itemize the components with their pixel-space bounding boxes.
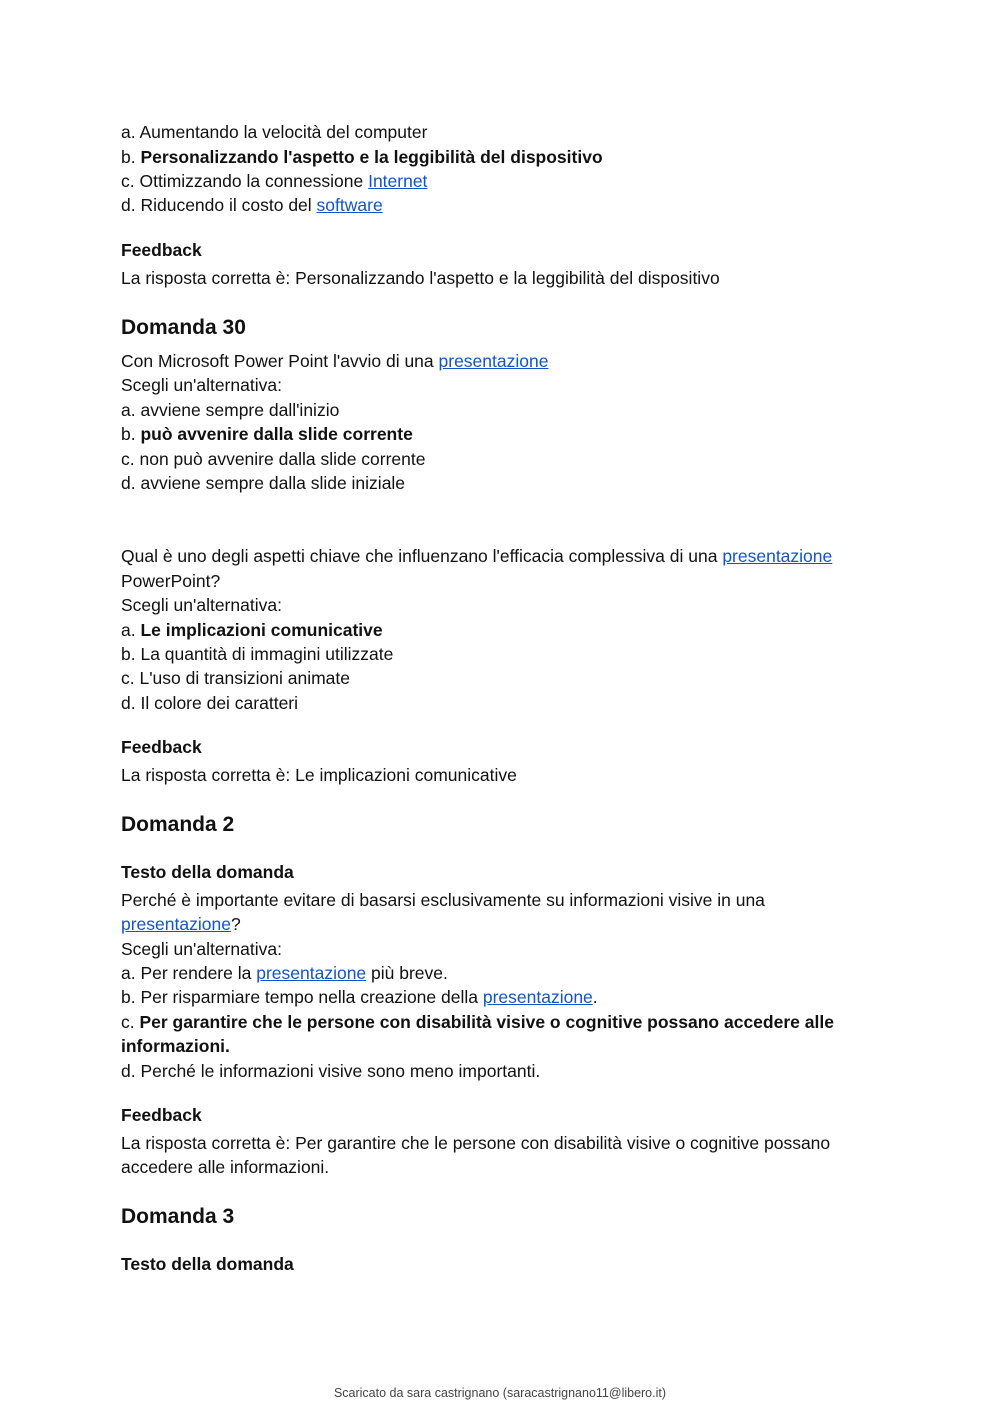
q30-title: Domanda 30 <box>121 316 246 339</box>
q29-option-d <box>121 195 383 215</box>
qkey-question-line1 <box>121 546 832 566</box>
q2-option-c-correct: Per garantire che le persone con disabilità visive o cognitive possano accedere alle <box>139 1012 834 1032</box>
q2-feedback-label: Feedback <box>121 1105 202 1125</box>
qkey-option-a-prefix: a. <box>121 620 141 640</box>
qkey-option-a-correct: Le implicazioni comunicative <box>140 620 383 640</box>
q30-question-text <box>121 351 548 371</box>
q30-option-a: a. avviene sempre dall'inizio <box>121 400 340 420</box>
q29-option-b <box>121 147 603 167</box>
q30-option-b-prefix: b. <box>121 424 141 444</box>
internet-link[interactable]: Internet <box>368 171 428 191</box>
q2-option-d: d. Perché le informazioni visive sono meno importanti. <box>121 1061 541 1081</box>
q30-question-prefix: Con Microsoft Power Point l'avvio di una <box>121 351 439 371</box>
qkey-option-d: d. Il colore dei caratteri <box>121 693 299 713</box>
q29-option-b-prefix: b. <box>121 147 141 167</box>
q2-option-c-prefix: c. <box>121 1012 140 1032</box>
q30-option-c: c. non può avvenire dalla slide corrente <box>121 449 426 469</box>
q2-option-b <box>121 987 598 1007</box>
q2-option-b-prefix: b. Per risparmiare tempo nella creazione della <box>121 987 483 1007</box>
q3-title: Domanda 3 <box>121 1205 235 1228</box>
qkey-feedback-label: Feedback <box>121 737 202 757</box>
presentazione-link[interactable]: presentazione <box>438 351 549 371</box>
q30-choose-label: Scegli un'alternativa: <box>121 375 282 395</box>
q29-feedback-text: La risposta corretta è: Personalizzando l'aspetto e la leggibilità del dispositivo <box>121 268 720 288</box>
q2-option-c <box>121 1012 834 1032</box>
software-link[interactable]: software <box>316 195 383 215</box>
q3-subtitle: Testo della domanda <box>121 1254 294 1274</box>
q2-subtitle: Testo della domanda <box>121 862 294 882</box>
presentazione-link[interactable]: presentazione <box>722 546 833 566</box>
q2-question-line2 <box>121 914 241 934</box>
q2-option-b-suffix: . <box>592 987 598 1007</box>
q2-option-a <box>121 963 448 983</box>
presentazione-link[interactable]: presentazione <box>121 914 231 934</box>
qkey-option-a <box>121 620 383 640</box>
q2-feedback-line1: La risposta corretta è: Per garantire che le persone con disabilità visive o cognitive possano <box>121 1133 831 1153</box>
q29-option-c <box>121 171 427 191</box>
q29-option-c-text: c. Ottimizzando la connessione <box>121 171 369 191</box>
q2-question-line1: Perché è importante evitare di basarsi esclusivamente su informazioni visive in una <box>121 890 765 910</box>
q30-option-b-correct: può avvenire dalla slide corrente <box>140 424 413 444</box>
qkey-question-line2: PowerPoint? <box>121 571 221 591</box>
q2-option-a-prefix: a. Per rendere la <box>121 963 257 983</box>
q2-option-a-suffix: più breve. <box>366 963 448 983</box>
qkey-option-c: c. L'uso di transizioni animate <box>121 668 351 688</box>
download-footer: Scaricato da sara castrignano (saracastrignano11@libero.it) <box>333 1386 667 1400</box>
q29-option-b-correct: Personalizzando l'aspetto e la leggibilità del dispositivo <box>140 147 603 167</box>
presentazione-link[interactable]: presentazione <box>482 987 593 1007</box>
q2-title: Domanda 2 <box>121 813 235 836</box>
qkey-feedback-text: La risposta corretta è: Le implicazioni comunicative <box>121 765 517 785</box>
q29-option-d-text: d. Riducendo il costo del <box>121 195 317 215</box>
q2-feedback-line2: accedere alle informazioni. <box>121 1157 330 1177</box>
qkey-choose-label: Scegli un'alternativa: <box>121 595 282 615</box>
q2-option-c-continued: informazioni. <box>121 1036 230 1056</box>
q2-choose-label: Scegli un'alternativa: <box>121 939 282 959</box>
q30-option-d: d. avviene sempre dalla slide iniziale <box>121 473 406 493</box>
q29-feedback-label: Feedback <box>121 240 202 260</box>
qkey-option-b: b. La quantità di immagini utilizzate <box>121 644 394 664</box>
qkey-question-prefix: Qual è uno degli aspetti chiave che influenzano l'efficacia complessiva di una <box>121 546 723 566</box>
q29-option-a: a. Aumentando la velocità del computer <box>121 122 428 142</box>
q30-option-b <box>121 424 413 444</box>
presentazione-link[interactable]: presentazione <box>256 963 367 983</box>
q2-question-suffix: ? <box>230 914 241 934</box>
